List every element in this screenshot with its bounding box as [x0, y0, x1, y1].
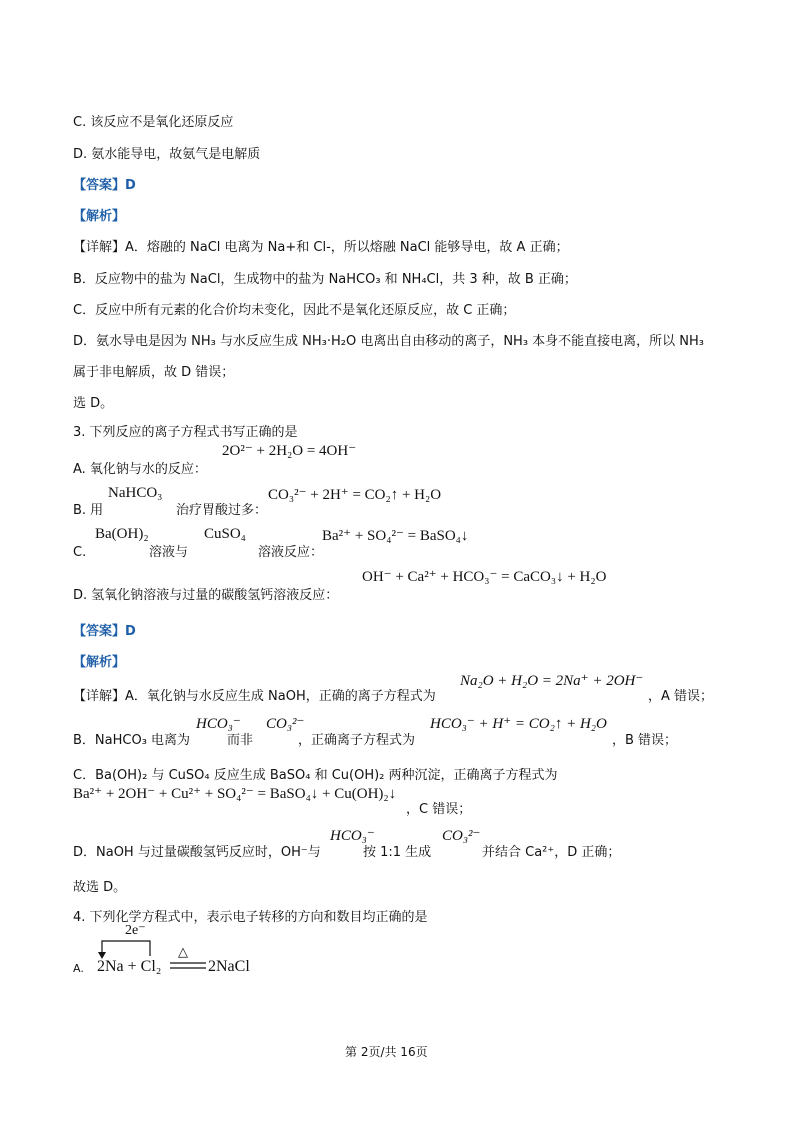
q3-option-c-text-2: 溶液反应： [258, 545, 324, 560]
r-c-text: C．Ba(OH)₂ 与 CuSO₄ 反应生成 BaSO₄ 和 Cu(OH)₂ 两种沉淀，正确离子方程式为 [73, 768, 558, 783]
q3-option-c-label: C. [73, 545, 87, 560]
q3-option-c-formula-2: CuSO₄ [204, 526, 246, 542]
r-b-text-3: ，正确离子方程式为 [298, 733, 416, 748]
detail-a: 【详解】A．熔融的 NaCl 电离为 Na+和 Cl-，所以熔融 NaCl 能够导电，故 A 正确； [73, 240, 569, 255]
r-d-text-3: 并结合 Ca²⁺，D 正确； [482, 845, 621, 860]
selection-2: 故选 D。 [73, 880, 127, 895]
r-c-end: ，C 错误； [406, 802, 472, 817]
q3-option-c-equation: Ba²⁺ + SO₄²⁻ = BaSO₄↓ [322, 528, 469, 544]
r-a-end: ，A 错误； [648, 689, 714, 704]
r-b-formula-1: HCO₃⁻ [196, 716, 241, 732]
q3-option-b-formula: NaHCO₃ [108, 485, 163, 501]
q3-option-d-equation: OH⁻ + Ca²⁺ + HCO₃⁻ = CaCO₃↓ + H₂O [362, 569, 607, 585]
detail-d-line1: D．氨水导电是因为 NH₃ 与水反应生成 NH₃·H₂O 电离出自由移动的离子，NH₃ 本身不能直接电离，所以 NH₃ [73, 334, 705, 349]
q4-option-a-label: A. [73, 962, 84, 975]
q3-option-c-text-1: 溶液与 [149, 545, 189, 560]
r-b-text-1: B．NaHCO₃ 电离为 [73, 733, 191, 748]
r-b-text-2: 而非 [227, 733, 254, 748]
detail-b: B．反应物中的盐为 NaCl，生成物中的盐为 NaHCO₃ 和 NH₄Cl，共 3 种，故 B 正确； [73, 272, 577, 287]
q3-option-d-text: D. 氢氧化钠溶液与过量的碳酸氢钙溶液反应： [73, 588, 339, 603]
r-a-text: 【详解】A．氧化钠与水反应生成 NaOH，正确的离子方程式为 [73, 689, 436, 704]
option-c: C. 该反应不是氧化还原反应 [73, 115, 234, 130]
q4-left-side: 2Na + Cl₂ [97, 958, 162, 975]
q4-right-side: 2NaCl [208, 958, 250, 975]
r-d-formula-1: HCO₃⁻ [330, 828, 375, 844]
detail-d-line2: 属于非电解质，故 D 错误； [73, 365, 235, 380]
r-a-equation: Na₂O + H₂O = 2Na⁺ + 2OH⁻ [460, 673, 644, 689]
r-d-text-2: 按 1:1 生成 [363, 845, 432, 860]
answer-label-2: 【答案】D [73, 624, 136, 639]
analysis-label: 【解析】 [73, 209, 126, 224]
r-d-formula-2: CO₃²⁻ [442, 828, 481, 844]
answer-label: 【答案】D [73, 178, 136, 193]
equals-sign-icon [170, 961, 206, 971]
q4-electron-label: 2e⁻ [125, 923, 146, 938]
r-b-end: ，B 错误； [612, 733, 678, 748]
q3-option-a-text: A. 氧化钠与水的反应： [73, 462, 207, 477]
q3-option-b-text: 治疗胃酸过多： [176, 503, 268, 518]
q3-option-a-equation: 2O²⁻ + 2H₂O = 4OH⁻ [222, 443, 357, 459]
heat-icon: △ [178, 944, 188, 959]
r-c-equation: Ba²⁺ + 2OH⁻ + Cu²⁺ + SO₄²⁻ = BaSO₄↓ + Cu(OH)₂↓ [73, 786, 397, 802]
analysis-label-2: 【解析】 [73, 655, 126, 670]
page-footer: 第 2页/共 16页 [345, 1045, 428, 1059]
detail-c: C．反应中所有元素的化合价均未变化，因此不是氧化还原反应，故 C 正确； [73, 303, 516, 318]
option-d: D. 氨水能导电，故氨气是电解质 [73, 147, 261, 162]
r-d-text-1: D．NaOH 与过量碳酸氢钙反应时，OH⁻与 [73, 845, 321, 860]
q3-option-c-formula-1: Ba(OH)₂ [95, 526, 149, 542]
selection: 选 D。 [73, 396, 114, 411]
q3-option-b-label: B. 用 [73, 503, 104, 518]
question-4: 4. 下列化学方程式中，表示电子转移的方向和数目均正确的是 [73, 910, 428, 925]
r-b-formula-2: CO₃²⁻ [266, 716, 305, 732]
r-b-equation: HCO₃⁻ + H⁺ = CO₂↑ + H₂O [430, 716, 607, 732]
q3-option-b-equation: CO₃²⁻ + 2H⁺ = CO₂↑ + H₂O [268, 487, 442, 503]
question-3: 3. 下列反应的离子方程式书写正确的是 [73, 425, 298, 440]
electron-transfer-arrow-icon [98, 938, 158, 960]
